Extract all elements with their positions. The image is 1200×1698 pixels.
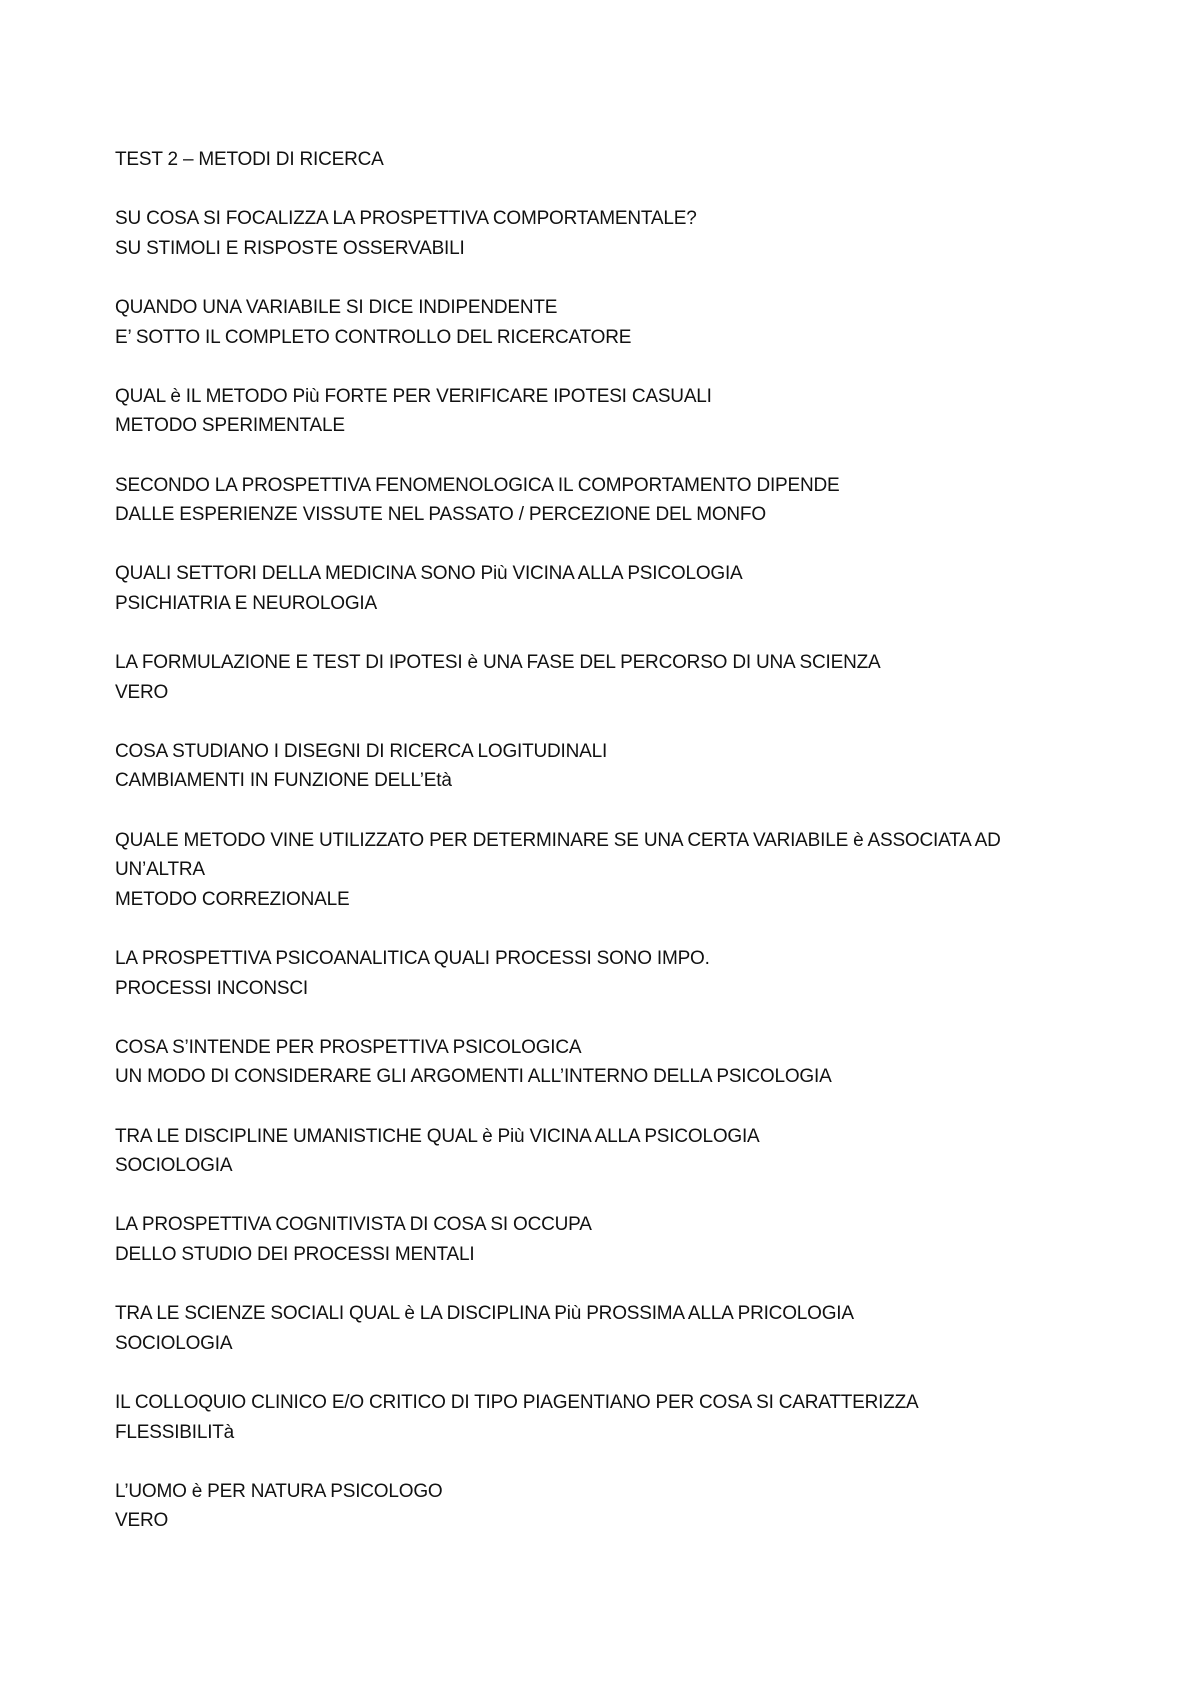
- qa-item: [115, 737, 1135, 796]
- question-text: COSA S’INTENDE PER PROSPETTIVA PSICOLOGICA: [115, 1036, 582, 1058]
- qa-item: [115, 1388, 1135, 1447]
- answer-text: SOCIOLOGIA: [115, 1155, 233, 1177]
- qa-item: [115, 471, 1135, 530]
- question-text: LA PROSPETTIVA COGNITIVISTA DI COSA SI OCCUPA: [115, 1214, 592, 1236]
- question-text: QUANDO UNA VARIABILE SI DICE INDIPENDENTE: [115, 296, 558, 318]
- qa-item: [115, 382, 1135, 441]
- qa-item: [115, 1299, 1135, 1358]
- qa-item: [115, 1210, 1135, 1269]
- question-text: LA FORMULAZIONE E TEST DI IPOTESI è UNA FASE DEL PERCORSO DI UNA SCIENZA: [115, 652, 881, 674]
- answer-text: VERO: [115, 681, 169, 703]
- answer-text: DELLO STUDIO DEI PROCESSI MENTALI: [115, 1243, 475, 1265]
- question-text: IL COLLOQUIO CLINICO E/O CRITICO DI TIPO PIAGENTIANO PER COSA SI CARATTERIZZA: [115, 1391, 919, 1413]
- qa-item: [115, 648, 1135, 707]
- answer-text: CAMBIAMENTI IN FUNZIONE DELL’Età: [115, 770, 452, 792]
- answer-text: DALLE ESPERIENZE VISSUTE NEL PASSATO / PERCEZIONE DEL MONFO: [115, 504, 766, 526]
- qa-item: [115, 944, 1135, 1003]
- document-body: [115, 145, 1135, 1536]
- question-text: QUALI SETTORI DELLA MEDICINA SONO Più VICINA ALLA PSICOLOGIA: [115, 563, 743, 585]
- qa-item: [115, 1033, 1135, 1092]
- question-text: SU COSA SI FOCALIZZA LA PROSPETTIVA COMPORTAMENTALE?: [115, 208, 697, 230]
- question-text: COSA STUDIANO I DISEGNI DI RICERCA LOGITUDINALI: [115, 740, 608, 762]
- question-text: QUAL è IL METODO Più FORTE PER VERIFICARE IPOTESI CASUALI: [115, 385, 712, 407]
- question-text: LA PROSPETTIVA PSICOANALITICA QUALI PROCESSI SONO IMPO.: [115, 948, 710, 970]
- answer-text: PSICHIATRIA E NEUROLOGIA: [115, 592, 377, 614]
- question-text: SECONDO LA PROSPETTIVA FENOMENOLOGICA IL COMPORTAMENTO DIPENDE: [115, 474, 840, 496]
- question-text: TRA LE DISCIPLINE UMANISTICHE QUAL è Più VICINA ALLA PSICOLOGIA: [115, 1125, 760, 1147]
- qa-item: [115, 1477, 1135, 1536]
- question-text: QUALE METODO VINE UTILIZZATO PER DETERMINARE SE UNA CERTA VARIABILE è ASSOCIATA AD: [115, 829, 1001, 851]
- answer-text: VERO: [115, 1510, 169, 1532]
- document-title: TEST 2 – METODI DI RICERCA: [115, 149, 384, 170]
- answer-text: SU STIMOLI E RISPOSTE OSSERVABILI: [115, 237, 465, 259]
- qa-item: [115, 826, 1135, 915]
- question-text-continued: UN’ALTRA: [115, 859, 205, 881]
- answer-text: METODO CORREZIONALE: [115, 888, 350, 910]
- qa-item: [115, 204, 1135, 263]
- qa-item: [115, 559, 1135, 618]
- answer-text: METODO SPERIMENTALE: [115, 415, 345, 437]
- question-text: L’UOMO è PER NATURA PSICOLOGO: [115, 1480, 443, 1502]
- question-text: TRA LE SCIENZE SOCIALI QUAL è LA DISCIPLINA Più PROSSIMA ALLA PRICOLOGIA: [115, 1303, 854, 1325]
- answer-text: E’ SOTTO IL COMPLETO CONTROLLO DEL RICERCATORE: [115, 326, 632, 348]
- answer-text: PROCESSI INCONSCI: [115, 977, 308, 999]
- answer-text: UN MODO DI CONSIDERARE GLI ARGOMENTI ALL’INTERNO DELLA PSICOLOGIA: [115, 1066, 832, 1088]
- qa-item: [115, 293, 1135, 352]
- qa-item: [115, 1122, 1135, 1181]
- answer-text: SOCIOLOGIA: [115, 1332, 233, 1354]
- answer-text: FLESSIBILITà: [115, 1421, 235, 1443]
